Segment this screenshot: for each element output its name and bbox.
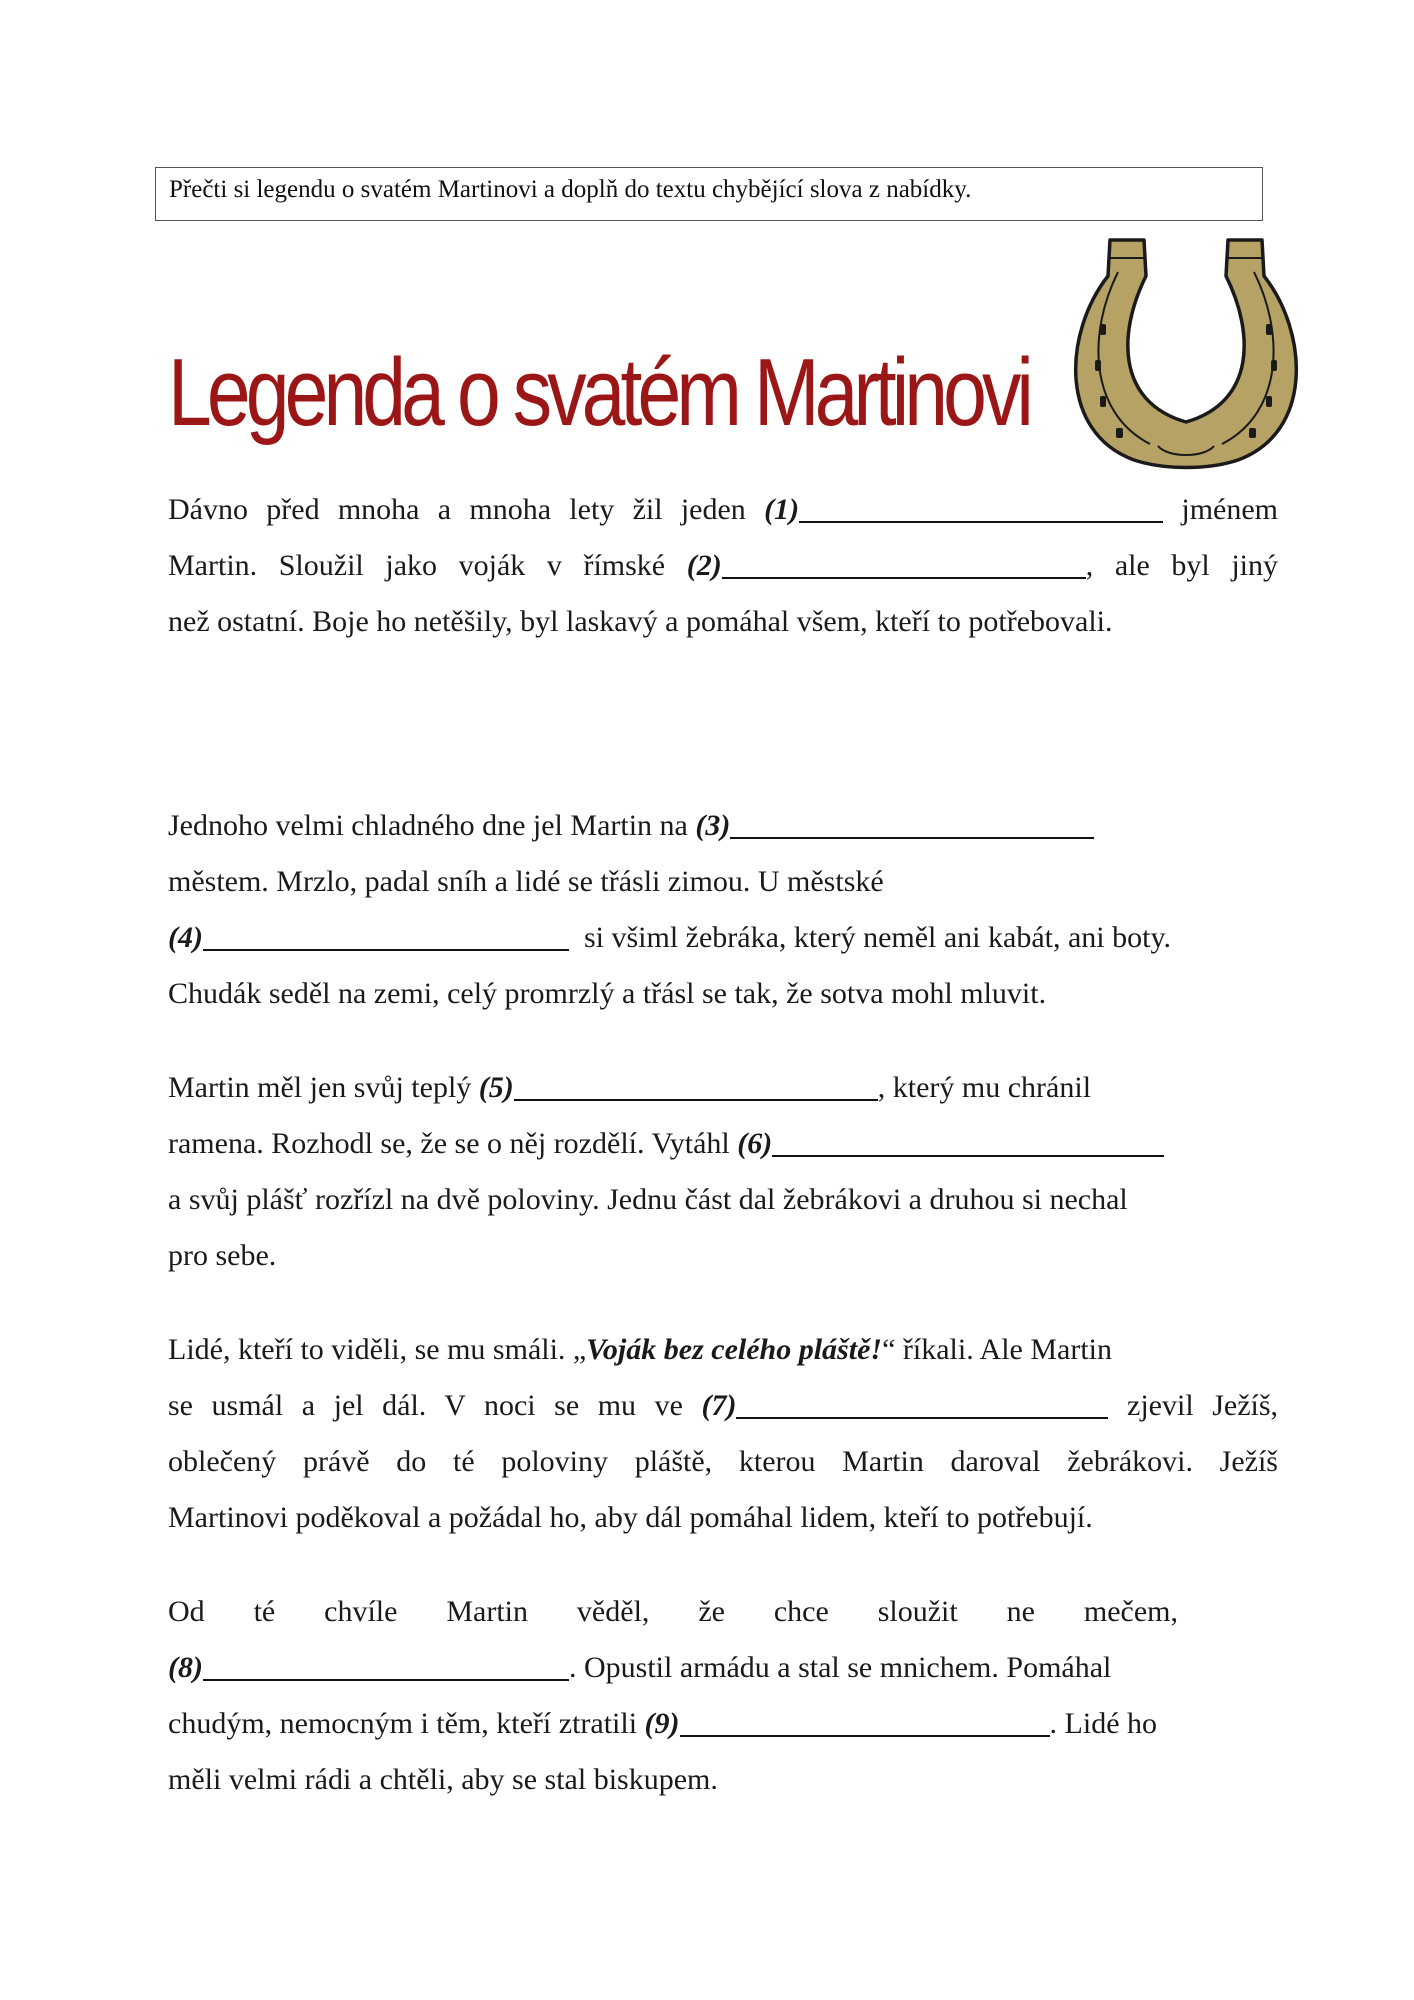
line: městem. Mrzlo, padal sníh a lidé se třásli zimou. U městské [168, 865, 884, 898]
blank-2[interactable] [722, 543, 1086, 579]
instruction-text: Přečti si legendu o svatém Martinovi a doplň do textu chybějící slova z nabídky. [169, 176, 972, 203]
paragraph-1 [168, 482, 1278, 650]
line: Martinovi poděkoval a požádal ho, aby dál pomáhal lidem, kteří to potřebují. [168, 1501, 1093, 1534]
text-fragment: Dávno před mnoha a mnoha lety žil jeden [168, 493, 746, 526]
text-fragment: zjevil Ježíš, [1127, 1389, 1279, 1422]
paragraph-5 [168, 1584, 1178, 1808]
blank-5[interactable] [514, 1065, 878, 1101]
blank-number: (9) [644, 1707, 680, 1740]
blank-1[interactable] [799, 487, 1163, 523]
paragraph-4 [168, 1322, 1278, 1546]
text-fragment: Martin. Sloužil jako voják v římské [168, 549, 666, 582]
line: a svůj plášť rozřízl na dvě poloviny. Jednu část dal žebrákovi a druhou si nechal [168, 1183, 1128, 1216]
blank-6[interactable] [772, 1121, 1164, 1157]
blank-number: (6) [737, 1127, 773, 1160]
instruction-box [155, 167, 1263, 221]
text-fragment: , který mu chránil [877, 1071, 1092, 1104]
line [168, 1060, 1278, 1116]
line [168, 1378, 1278, 1434]
blank-3[interactable] [730, 803, 1094, 839]
line: oblečený právě do té poloviny pláště, kterou Martin daroval žebrákovi. Ježíš [168, 1445, 1278, 1478]
text-fragment: , ale byl jiný [1085, 549, 1278, 582]
line: Od té chvíle Martin věděl, že chce sloužit ne mečem, [168, 1595, 1178, 1628]
line: měli velmi rádi a chtěli, aby se stal biskupem. [168, 1763, 718, 1796]
blank-9[interactable] [680, 1701, 1050, 1737]
blank-7[interactable] [736, 1383, 1108, 1419]
horseshoe-icon [1058, 232, 1310, 472]
line: pro sebe. [168, 1239, 277, 1272]
blank-number: (4) [168, 921, 203, 954]
paragraph-2 [168, 798, 1278, 1022]
text-fragment: Jednoho velmi chladného dne jel Martin na [168, 809, 688, 842]
line [168, 482, 1278, 538]
line [168, 910, 1278, 966]
blank-number: (1) [764, 493, 800, 526]
text-fragment: si všiml žebráka, který neměl ani kabát, ani boty. [583, 921, 1172, 954]
text-fragment: se usmál a jel dál. V noci se mu ve [168, 1389, 683, 1422]
blank-4[interactable] [203, 915, 569, 951]
text-fragment: Martin měl jen svůj teplý [168, 1071, 472, 1104]
blank-number: (7) [701, 1389, 737, 1422]
text-fragment: . Opustil armádu a stal se mnichem. Pomáhal [568, 1651, 1112, 1684]
blank-number: (8) [168, 1651, 203, 1684]
line [168, 538, 1278, 594]
blank-number: (3) [695, 809, 731, 842]
text-fragment: “ říkali. Ale Martin [882, 1333, 1112, 1366]
line: než ostatní. Boje ho netěšily, byl laskavý a pomáhal všem, kteří to potřebovali. [168, 605, 1113, 638]
text-fragment: . Lidé ho [1049, 1707, 1158, 1740]
quote-text: Voják bez celého pláště! [586, 1333, 883, 1366]
page-title: Legenda o svatém Martinovi [168, 339, 1029, 446]
line [168, 798, 1278, 854]
line [168, 1696, 1178, 1752]
line [168, 1322, 1278, 1378]
text-fragment: chudým, nemocným i těm, kteří ztratili [168, 1707, 638, 1740]
paragraph-3 [168, 1060, 1278, 1284]
blank-number: (2) [686, 549, 722, 582]
line: Chudák seděl na zemi, celý promrzlý a třásl se tak, že sotva mohl mluvit. [168, 977, 1047, 1010]
line [168, 1116, 1278, 1172]
blank-8[interactable] [203, 1645, 569, 1681]
line [168, 1640, 1178, 1696]
text-fragment: ramena. Rozhodl se, že se o něj rozdělí. Vytáhl [168, 1127, 730, 1160]
text-fragment: Lidé, kteří to viděli, se mu smáli. „ [168, 1333, 587, 1366]
blank-number: (5) [478, 1071, 514, 1104]
text-fragment: jménem [1181, 493, 1278, 526]
